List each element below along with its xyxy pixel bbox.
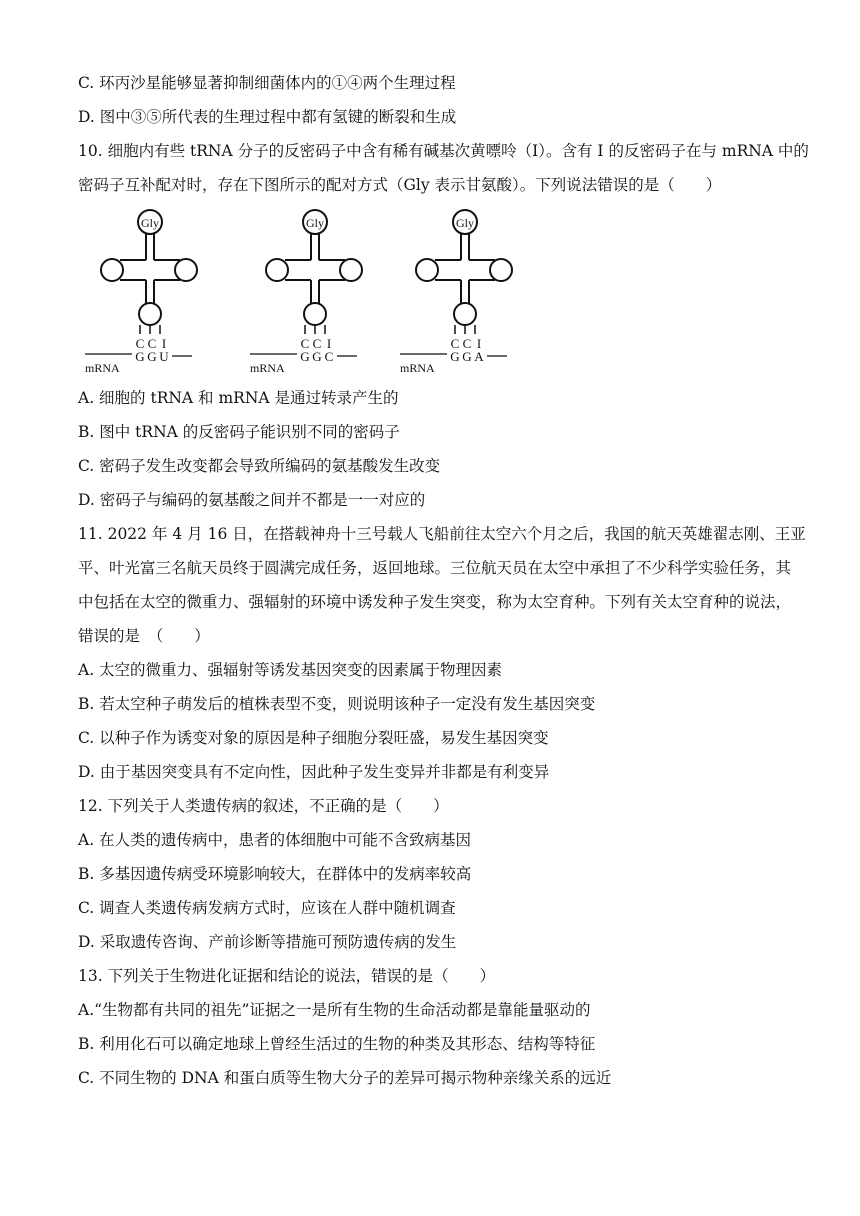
anticodon-base: C — [300, 336, 310, 351]
codon-base: G — [147, 349, 157, 364]
codon-base: U — [159, 349, 169, 364]
anticodon-base: C — [462, 336, 472, 351]
anticodon-base: C — [312, 336, 322, 351]
question-11-stem: 中包括在太空的微重力、强辐射的环境中诱发种子发生突变，称为太空育种。下列有关太空育种的说法， — [78, 593, 792, 611]
anticodon-base: C — [147, 336, 157, 351]
question-11-stem: 平、叶光富三名航天员终于圆满完成任务，返回地球。三位航天员在太空中承担了不少科学实验任务，其 — [78, 559, 792, 577]
codon-base: G — [300, 349, 310, 364]
codon-base: G — [462, 349, 472, 364]
option-line: A. 太空的微重力、强辐射等诱发基因突变的因素属于物理因素 — [78, 661, 503, 679]
option-line: C. 不同生物的 DNA 和蛋白质等生物大分子的差异可揭示物种亲缘关系的远近 — [78, 1069, 612, 1087]
mrna-label: mRNA — [85, 361, 120, 375]
trna-3 — [400, 210, 512, 375]
option-line: A. 在人类的遗传病中，患者的体细胞中可能不含致病基因 — [78, 831, 472, 849]
option-line: B. 若太空种子萌发后的植株表型不变，则说明该种子一定没有发生基因突变 — [78, 695, 596, 713]
text-line: D. 图中③⑤所代表的生理过程中都有氢键的断裂和生成 — [78, 108, 457, 126]
anticodon-base: I — [476, 336, 482, 351]
option-line: A.“生物都有共同的祖先”证据之一是所有生物的生命活动都是靠能量驱动的 — [78, 1001, 591, 1019]
anticodon-base: I — [161, 336, 167, 351]
option-line: D. 采取遗传咨询、产前诊断等措施可预防遗传病的发生 — [78, 933, 457, 951]
codon-base: G — [312, 349, 322, 364]
trna-pairing-figure — [80, 208, 520, 378]
option-line: C. 调查人类遗传病发病方式时，应该在人群中随机调查 — [78, 899, 456, 917]
trna-2 — [250, 210, 362, 375]
amino-acid-label: Gly — [141, 216, 159, 230]
question-11-stem: 错误的是 （ ） — [78, 627, 210, 645]
codon-base: A — [474, 349, 484, 364]
amino-acid-label: Gly — [456, 216, 474, 230]
question-12-stem: 12. 下列关于人类遗传病的叙述，不正确的是（ ） — [78, 797, 449, 815]
text-line: C. 环丙沙星能够显著抑制细菌体内的①④两个生理过程 — [78, 74, 456, 92]
codon-base: C — [324, 349, 334, 364]
mrna-label: mRNA — [400, 361, 435, 375]
anticodon-base: C — [450, 336, 460, 351]
question-10-stem: 密码子互补配对时，存在下图所示的配对方式（Gly 表示甘氨酸）。下列说法错误的是（ ） — [78, 176, 722, 194]
codon-base: G — [135, 349, 145, 364]
option-line: B. 利用化石可以确定地球上曾经生活过的生物的种类及其形态、结构等特征 — [78, 1035, 596, 1053]
mrna-label: mRNA — [250, 361, 285, 375]
option-line: D. 密码子与编码的氨基酸之间并不都是一一对应的 — [78, 491, 426, 509]
option-line: D. 由于基因突变具有不定向性，因此种子发生变异并非都是有利变异 — [78, 763, 550, 781]
anticodon-base: C — [135, 336, 145, 351]
option-line: A. 细胞的 tRNA 和 mRNA 是通过转录产生的 — [78, 389, 399, 407]
option-line: B. 图中 tRNA 的反密码子能识别不同的密码子 — [78, 423, 400, 441]
trna-1 — [85, 210, 197, 375]
question-10-stem: 10. 细胞内有些 tRNA 分子的反密码子中含有稀有碱基次黄嘌呤（I）。含有 I 的反密码子在与 mRNA 中的 — [78, 142, 809, 160]
option-line: C. 密码子发生改变都会导致所编码的氨基酸发生改变 — [78, 457, 441, 475]
option-line: C. 以种子作为诱变对象的原因是种子细胞分裂旺盛，易发生基因突变 — [78, 729, 549, 747]
option-line: B. 多基因遗传病受环境影响较大，在群体中的发病率较高 — [78, 865, 472, 883]
question-11-stem: 11. 2022 年 4 月 16 日，在搭载神舟十三号载人飞船前往太空六个月之后，我国的航天英雄翟志刚、王亚 — [78, 525, 806, 543]
question-13-stem: 13. 下列关于生物进化证据和结论的说法，错误的是（ ） — [78, 967, 496, 985]
anticodon-base: I — [326, 336, 332, 351]
amino-acid-label: Gly — [306, 216, 324, 230]
codon-base: G — [450, 349, 460, 364]
